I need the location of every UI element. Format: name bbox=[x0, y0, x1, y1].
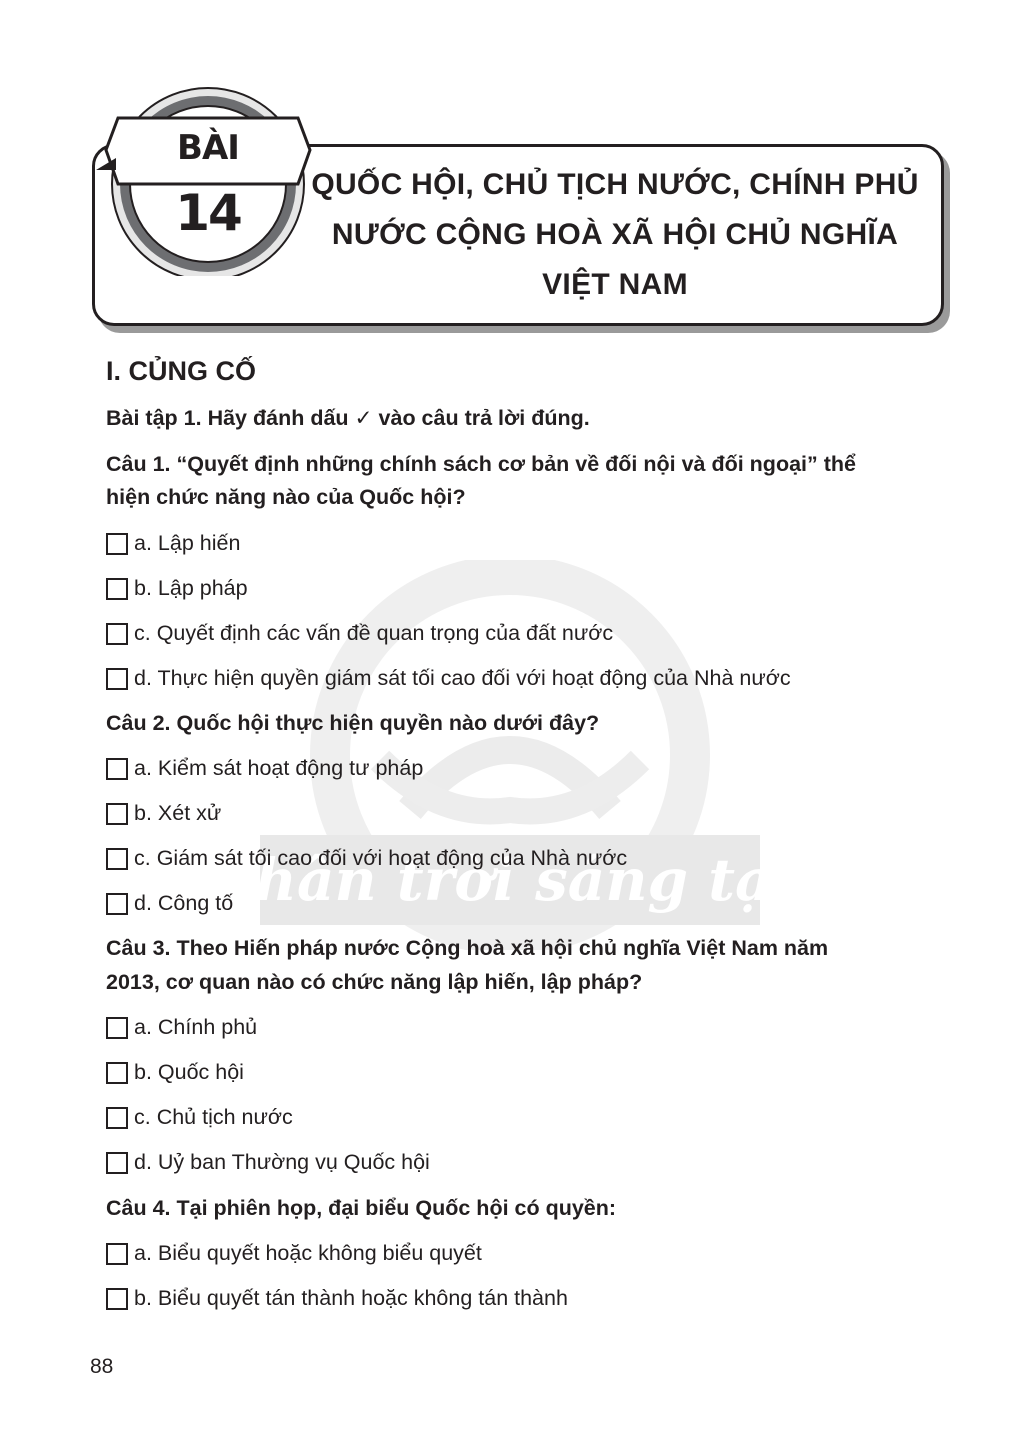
option-label: a. Lập hiến bbox=[134, 531, 241, 555]
answer-checkbox[interactable] bbox=[106, 533, 128, 555]
answer-checkbox[interactable] bbox=[106, 1062, 128, 1084]
question-2-line-1: Câu 2. Quốc hội thực hiện quyền nào dưới đây? bbox=[106, 711, 600, 735]
exercise-instruction-after: vào câu trả lời đúng. bbox=[378, 406, 590, 430]
answer-checkbox[interactable] bbox=[106, 668, 128, 690]
lesson-title-line-1: QUỐC HỘI, CHỦ TỊCH NƯỚC, CHÍNH PHỦ bbox=[311, 168, 919, 201]
option-label: b. Xét xử bbox=[134, 801, 222, 825]
option-label: a. Chính phủ bbox=[134, 1015, 258, 1039]
question-1-option-b[interactable] bbox=[106, 576, 248, 601]
answer-checkbox[interactable] bbox=[106, 1243, 128, 1265]
question-1-option-a[interactable] bbox=[106, 531, 240, 556]
answer-checkbox[interactable] bbox=[106, 758, 128, 780]
check-mark-icon: ✓ bbox=[354, 406, 373, 430]
answer-checkbox[interactable] bbox=[106, 848, 128, 870]
question-1-option-c[interactable] bbox=[106, 621, 613, 646]
answer-checkbox[interactable] bbox=[106, 623, 128, 645]
page-number: 88 bbox=[90, 1355, 114, 1378]
answer-checkbox[interactable] bbox=[106, 803, 128, 825]
lesson-title-line-2: NƯỚC CỘNG HOÀ XÃ HỘI CHỦ NGHĨA bbox=[331, 218, 899, 251]
option-label: a. Biểu quyết hoặc không biểu quyết bbox=[134, 1241, 482, 1265]
question-3-option-c[interactable] bbox=[106, 1105, 293, 1130]
option-label: d. Uỷ ban Thường vụ Quốc hội bbox=[134, 1150, 430, 1174]
question-2-option-c[interactable] bbox=[106, 846, 627, 871]
badge-number: 14 bbox=[175, 184, 241, 242]
question-3-line-1: Câu 3. Theo Hiến pháp nước Cộng hoà xã hội chủ nghĩa Việt Nam năm bbox=[106, 936, 829, 960]
answer-checkbox[interactable] bbox=[106, 1152, 128, 1174]
option-label: c. Quyết định các vấn đề quan trọng của đất nước bbox=[134, 621, 614, 645]
question-1-option-d[interactable] bbox=[106, 666, 791, 691]
question-4-option-b[interactable] bbox=[106, 1286, 568, 1311]
question-1-line-1: Câu 1. “Quyết định những chính sách cơ bản về đối nội và đối ngoại” thể bbox=[106, 452, 856, 476]
exercise-instruction bbox=[106, 406, 590, 431]
question-2-option-b[interactable] bbox=[106, 801, 221, 826]
exercise-label: Bài tập 1. bbox=[106, 406, 202, 430]
publisher-watermark bbox=[260, 560, 760, 950]
watermark-text: ân trời sáng t bbox=[296, 846, 736, 914]
lesson-badge bbox=[88, 76, 328, 276]
answer-checkbox[interactable] bbox=[106, 893, 128, 915]
watermark-logo-icon bbox=[260, 560, 760, 950]
option-label: b. Quốc hội bbox=[134, 1060, 244, 1084]
option-label: a. Kiểm sát hoạt động tư pháp bbox=[134, 756, 424, 780]
option-label: d. Công tố bbox=[134, 891, 234, 915]
answer-checkbox[interactable] bbox=[106, 1107, 128, 1129]
answer-checkbox[interactable] bbox=[106, 1288, 128, 1310]
option-label: b. Biểu quyết tán thành hoặc không tán thành bbox=[134, 1286, 568, 1310]
badge-emblem-icon bbox=[88, 76, 328, 276]
question-3-line-2: 2013, cơ quan nào có chức năng lập hiến, lập pháp? bbox=[106, 970, 643, 994]
option-label: b. Lập pháp bbox=[134, 576, 248, 600]
option-label: c. Giám sát tối cao đối với hoạt động của Nhà nước bbox=[134, 846, 628, 870]
answer-checkbox[interactable] bbox=[106, 578, 128, 600]
question-2-option-a[interactable] bbox=[106, 756, 423, 781]
badge-word: BÀI bbox=[177, 128, 239, 168]
question-4-option-a[interactable] bbox=[106, 1241, 482, 1266]
lesson-title-line-3: VIỆT NAM bbox=[542, 268, 688, 301]
lesson-title bbox=[300, 160, 930, 310]
option-label: d. Thực hiện quyền giám sát tối cao đối với hoạt động của Nhà nước bbox=[134, 666, 791, 690]
question-4-line-1: Câu 4. Tại phiên họp, đại biểu Quốc hội có quyền: bbox=[106, 1196, 617, 1220]
question-1-line-2: hiện chức năng nào của Quốc hội? bbox=[106, 485, 466, 509]
question-3-option-a[interactable] bbox=[106, 1015, 257, 1040]
answer-checkbox[interactable] bbox=[106, 1017, 128, 1039]
question-3-option-b[interactable] bbox=[106, 1060, 244, 1085]
option-label: c. Chủ tịch nước bbox=[134, 1105, 293, 1129]
question-2-option-d[interactable] bbox=[106, 891, 233, 916]
exercise-instruction-before: Hãy đánh dấu bbox=[207, 406, 349, 430]
section-title: I. CỦNG CỐ bbox=[106, 356, 257, 386]
question-3-option-d[interactable] bbox=[106, 1150, 430, 1175]
